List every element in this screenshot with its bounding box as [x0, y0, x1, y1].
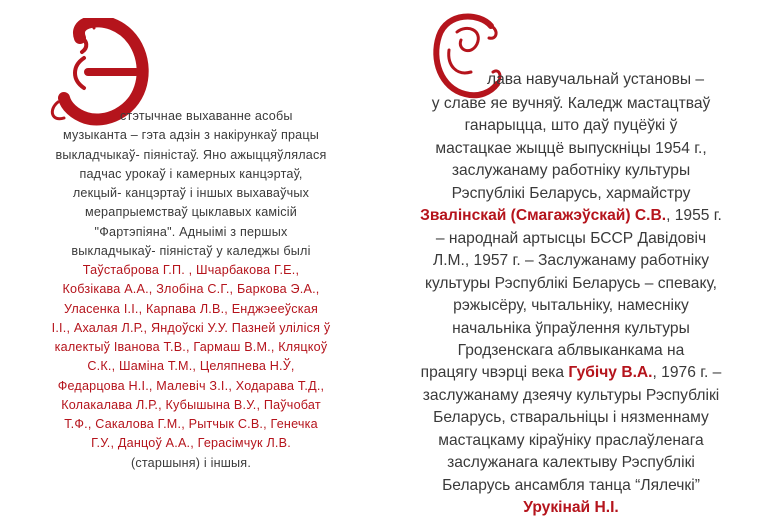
right-text-line [384, 407, 758, 429]
left-text-segment: С.К., Шаміна Т.М., Целяпнева Н.Ў, [87, 359, 295, 374]
right-text-segment: культуры Рэспублікі Беларусь – спеваку, [424, 274, 718, 292]
right-text-segment: заслужанаму работніку культуры [451, 162, 691, 180]
right-text-line [384, 362, 758, 384]
left-text-line [120, 107, 370, 126]
right-text-segment: Беларусь ансамбля танца “Лялечкі” [442, 476, 700, 494]
left-text-line [10, 357, 372, 376]
left-text-segment: Таўстаброва Г.П. , Шчарбакова Г.Е., [82, 263, 300, 277]
left-text-segment: Г.У., Данцоў А.А., Герасімчук Л.В. [91, 436, 291, 451]
right-text-line [384, 295, 758, 317]
left-text-line [10, 242, 372, 261]
right-text-line [384, 250, 758, 272]
left-text-segment: (старшыня) і іншыя. [130, 455, 252, 470]
right-text-line [384, 475, 758, 497]
left-text-line [10, 396, 372, 415]
right-text-segment: Урукінай Н.І. [523, 499, 619, 517]
right-text-segment: Гродзенскага аблвыканкама на [457, 341, 685, 359]
left-text-segment: калектыў Іванова Т.В., Гармаш В.М., Кляцкоў [54, 340, 328, 354]
right-text-segment: мастацкае жыццё выпускніцы 1954 г., [435, 139, 707, 157]
right-text-segment: , 1955 г. [666, 207, 722, 225]
left-text-segment: Колакалава Л.Р., Кубышына В.У., Паўчобат [61, 397, 321, 412]
right-text-line [384, 183, 758, 205]
left-text-segment: І.І., Ахалая Л.Р., Яндоўскі У.У. Пазней уліліся ў [51, 320, 331, 335]
right-text-segment: заслужанага калектыву Рэспублікі [447, 454, 695, 472]
left-text-line [10, 377, 372, 396]
right-column [384, 0, 758, 517]
right-text-line [384, 205, 758, 227]
right-text-line [384, 452, 758, 474]
right-text-segment: Губічу В.А. [568, 364, 653, 382]
left-text-line [10, 203, 372, 222]
left-text-line [10, 126, 372, 145]
right-text-segment: начальніка ўпраўлення культуры [452, 319, 690, 337]
right-text-segment: ганарыцца, што даў пуцёўкі ў [464, 117, 678, 135]
left-text-segment: музыканта – гэта адзін з накірункаў працы [62, 128, 320, 143]
left-text-line [10, 338, 372, 357]
left-text-segment: падчас урокаў і камерных канцэртаў, [79, 166, 303, 181]
left-text-line [10, 165, 372, 184]
right-text-segment: Рэспублікі Беларусь, хармайстру [451, 184, 691, 202]
left-text-line [10, 223, 372, 242]
left-text-segment: выкладчыкаў- піяністаў. Яно ажыццяўлялася [55, 147, 327, 162]
right-text-segment: Звалінскай (Смагажэўскай) С.В. [420, 207, 667, 225]
right-text-segment: , 1976 г. – [652, 364, 722, 382]
right-text-line [384, 93, 758, 115]
right-text-segment: у славе яе вучняў. Каледж мастацтваў [431, 95, 711, 112]
right-text-line [384, 318, 758, 340]
right-text-segment: Беларусь, стваральніцы і нязменнаму [433, 409, 709, 427]
left-text-line [10, 415, 372, 434]
right-text-segment: – народнай артысцы БССР Давідовіч [435, 229, 707, 247]
left-text-line [10, 184, 372, 203]
right-text-line [384, 340, 758, 362]
right-text-line [384, 160, 758, 182]
left-text-segment: Федарцова Н.І., Малевіч З.І., Ходарава Т.Д., [57, 378, 325, 393]
left-text-segment: Т.Ф., Сакалова Г.М., Рытчык С.В., Генечка [64, 417, 318, 431]
left-text-segment: лекцый- канцэртаў і іншых выхаваўчых [72, 186, 310, 200]
left-text-segment: Кобзікава А.А., Злобіна С.Г., Баркова Э.А., [62, 282, 320, 297]
left-text-segment: мерапрыемстваў цыклавых камісій [84, 205, 297, 220]
left-text-segment: Уласенка І.І., Карпава Л.В., Енджэееўская [63, 301, 319, 316]
left-text-segment: стэтычнае выхаванне асобы [120, 109, 293, 123]
left-text-segment: "Фартэпіяна". Адныімі з першых [94, 224, 288, 239]
right-text-segment: рэжысёру, чытальніку, намесніку [453, 297, 689, 315]
right-text-segment: мастацкаму кіраўніку праслаўленага [438, 431, 704, 449]
right-text-segment: Л.М., 1957 г. – Заслужанаму работніку [432, 252, 710, 270]
right-text-line [487, 69, 758, 91]
right-text-line [384, 385, 758, 407]
left-column [10, 0, 372, 500]
right-text-segment: лава навучальнай установы – [487, 71, 705, 88]
right-text-line [384, 138, 758, 160]
left-text-line [10, 300, 372, 319]
right-text-line [384, 115, 758, 137]
right-text-line [384, 430, 758, 452]
left-text-line [10, 280, 372, 299]
right-text-line [384, 228, 758, 250]
right-text-segment: працягу чвэрці века [420, 364, 569, 382]
left-text-line [10, 261, 372, 280]
left-text-line [10, 434, 372, 453]
left-text-line [10, 319, 372, 338]
right-text-line [384, 273, 758, 295]
left-text-segment: выкладчыкаў- піяністаў у каледжы былі [71, 243, 311, 258]
right-text-line [384, 497, 758, 519]
right-text-segment: заслужанаму дзеячу культуры Рэспублікі [422, 386, 720, 404]
left-text-line [10, 146, 372, 165]
left-text-line [10, 454, 372, 473]
